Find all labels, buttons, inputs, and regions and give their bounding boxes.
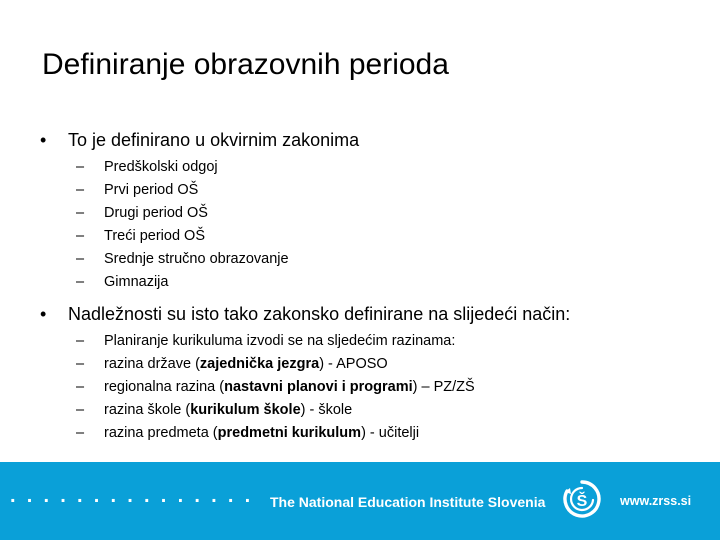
bullet-mark: • (40, 304, 47, 324)
sub-item-bold: nastavni planovi i programi (224, 379, 413, 395)
sub-item-text: Gimnazija (104, 274, 169, 290)
dash-mark: – (76, 182, 85, 198)
logo-letter: Š (576, 493, 588, 510)
sub-item (40, 156, 710, 179)
zrss-swirl-logo-icon (562, 479, 602, 519)
dash-mark: – (76, 251, 85, 267)
sub-item (40, 399, 710, 422)
sub-item-post: ) - škole (300, 402, 353, 418)
sub-item-pre: Planiranje kurikuluma izvodi se na sljedećim razinama: (104, 333, 456, 349)
bullet-item (40, 302, 710, 326)
dash-mark: – (76, 205, 85, 221)
sub-item-post: ) – PZ/ZŠ (412, 379, 475, 395)
website-url[interactable]: www.zrss.si (620, 494, 692, 508)
sub-item (40, 225, 710, 248)
dash-mark: – (76, 228, 85, 244)
sub-item-text: Drugi period OŠ (104, 205, 208, 221)
sub-item (40, 179, 710, 202)
sub-item-text: Predškolski odgoj (104, 159, 218, 175)
sub-item-pre: regionalna razina ( (104, 379, 225, 395)
sublist (40, 156, 710, 294)
dash-mark: – (76, 159, 85, 175)
dash-mark: – (76, 333, 85, 349)
sub-item-text: Srednje stručno obrazovanje (104, 251, 289, 267)
sub-item-post: ) - APOSO (319, 356, 388, 372)
sub-item-post: ) - učitelji (361, 425, 420, 441)
sub-item-pre: razina predmeta ( (104, 425, 218, 441)
sub-item-bold: kurikulum škole (190, 402, 301, 418)
sub-item (40, 330, 710, 353)
sub-item-bold: zajednička jezgra (199, 356, 320, 372)
sub-item (40, 202, 710, 225)
sub-item (40, 248, 710, 271)
sub-item-pre: razina škole ( (104, 402, 191, 418)
slide-content (40, 128, 710, 449)
sub-item (40, 376, 710, 399)
dash-mark: – (76, 379, 85, 395)
slide-title: Definiranje obrazovnih perioda (42, 48, 449, 81)
sub-item-text: Treći period OŠ (104, 228, 205, 244)
sub-item-pre: razina države ( (104, 356, 200, 372)
bullet-text: To je definirano u okvirnim zakonima (68, 130, 360, 150)
footer-banner (0, 462, 720, 540)
sublist (40, 330, 710, 445)
dash-mark: – (76, 402, 85, 418)
bullet-item (40, 128, 710, 152)
institute-name: The National Education Institute Slovenia (270, 494, 546, 510)
dash-mark: – (76, 274, 85, 290)
sub-item (40, 353, 710, 376)
sub-item (40, 271, 710, 294)
sub-item-text: Prvi period OŠ (104, 182, 199, 198)
dash-mark: – (76, 356, 85, 372)
bullet-text: Nadležnosti su isto tako zakonsko definirane na slijedeći način: (68, 304, 571, 324)
dash-mark: – (76, 425, 85, 441)
footer-dots: ............... (10, 485, 262, 507)
sub-item (40, 422, 710, 445)
bullet-mark: • (40, 130, 47, 150)
sub-item-bold: predmetni kurikulum (217, 425, 362, 441)
